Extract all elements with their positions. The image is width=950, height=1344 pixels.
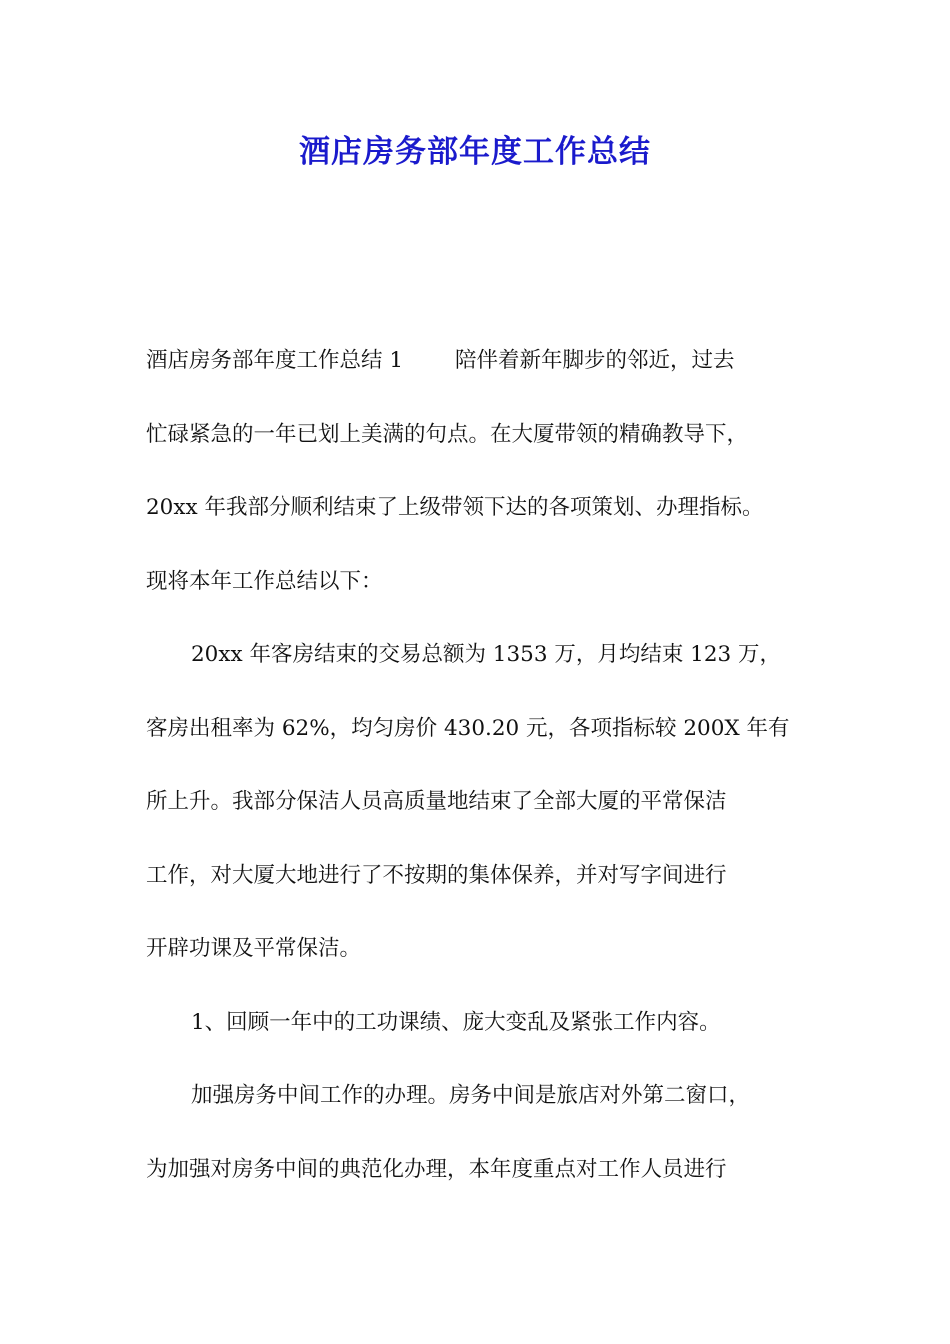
- paragraph-line: 开辟功课及平常保洁。: [146, 936, 362, 961]
- paragraph-line: 加强房务中间工作的办理。房务中间是旅店对外第二窗口，: [191, 1083, 751, 1108]
- document-title: 酒店房务部年度工作总结: [299, 134, 651, 170]
- paragraph-line: 20xx 年客房结束的交易总额为 1353 万，月均结束 123 万，: [191, 642, 782, 667]
- line-text: 陪伴着新年脚步的邻近，过去: [455, 348, 735, 373]
- paragraph-line: 忙碌紧急的一年已划上美满的句点。在大厦带领的精确教导下，: [146, 421, 749, 447]
- paragraph-line: 20xx 年我部分顺利结束了上级带领下达的各项策划、办理指标。: [146, 495, 764, 520]
- paragraph-line: 客房出租率为 62%，均匀房价 430.20 元，各项指标较 200X 年有: [146, 715, 790, 741]
- paragraph-line: 1、回顾一年中的工功课绩、庞大变乱及紧张工作内容。: [191, 1009, 721, 1035]
- paragraph-line: 为加强对房务中间的典范化办理，本年度重点对工作人员进行: [146, 1156, 727, 1182]
- paragraph-line: [146, 335, 826, 409]
- paragraph-line: 所上升。我部分保洁人员高质量地结束了全部大厦的平常保洁: [146, 789, 727, 814]
- paragraph-line: 现将本年工作总结以下：: [146, 568, 383, 594]
- document-body: [146, 335, 826, 1217]
- section-heading-inline: 酒店房务部年度工作总结 1: [146, 348, 404, 373]
- paragraph-line: 工作，对大厦大地进行了不按期的集体保养，并对写字间进行: [146, 862, 727, 888]
